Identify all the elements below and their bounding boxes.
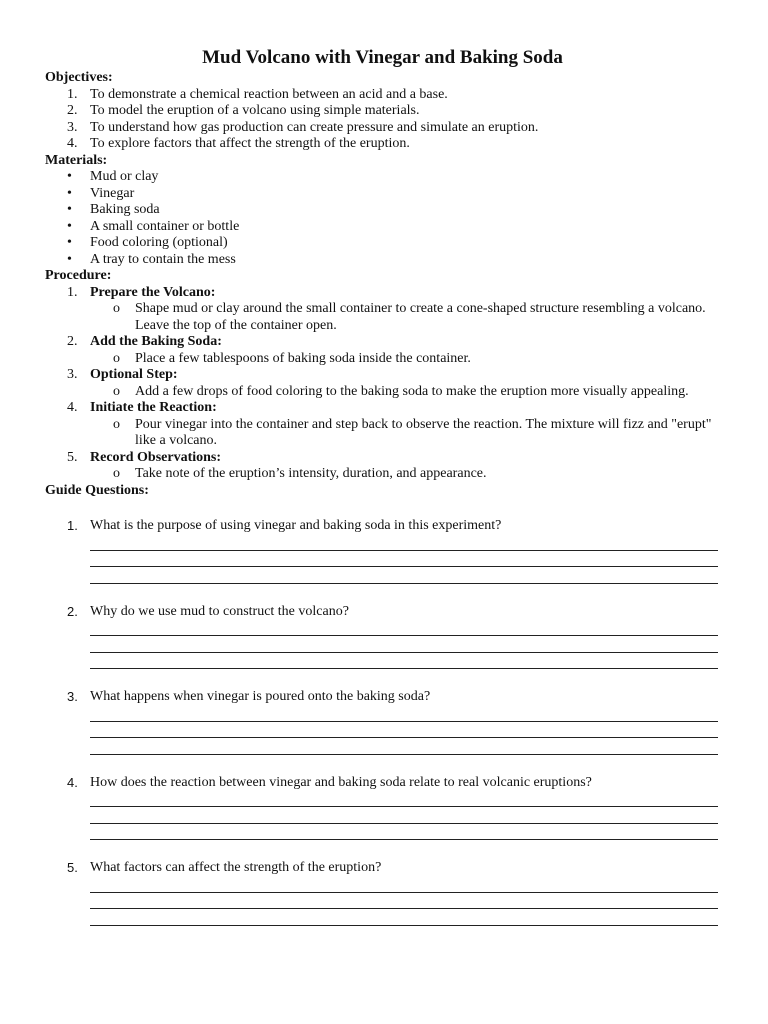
material-item: [45, 186, 720, 203]
step-detail: [45, 384, 720, 401]
question-row: [45, 775, 720, 791]
objective-text: To explore factors that affect the strength of the eruption.: [90, 136, 410, 151]
answer-line[interactable]: [90, 534, 718, 551]
question-row: [45, 689, 720, 705]
material-item: [45, 202, 720, 219]
step-detail: [45, 351, 720, 368]
procedure-step: [45, 285, 720, 335]
guide-questions-section: [45, 483, 720, 926]
step-detail-line: Pour vinegar into the container and step back to observe the reaction. The mixture will fizz and "erupt": [135, 416, 712, 432]
materials-list: [45, 169, 720, 268]
objectives-heading: Objectives:: [45, 70, 113, 85]
step-number: 4.: [67, 400, 78, 415]
question-text: What factors can affect the strength of the eruption?: [90, 860, 382, 875]
question-number: 5.: [67, 860, 78, 875]
sub-bullet-icon: o: [113, 383, 120, 399]
item-number: 1.: [67, 86, 78, 102]
objective-item: [45, 103, 720, 120]
objectives-list: [45, 87, 720, 153]
sub-bullet-icon: o: [113, 350, 120, 366]
step-detail: [45, 301, 720, 334]
answer-line[interactable]: [90, 738, 718, 755]
material-text: Food coloring (optional): [90, 235, 228, 250]
procedure-step: [45, 450, 720, 483]
step-title: Initiate the Reaction:: [90, 400, 217, 415]
guide-question: [45, 860, 720, 926]
question-text: How does the reaction between vinegar and baking soda relate to real volcanic eruptions?: [90, 774, 592, 790]
bullet-icon: •: [67, 218, 72, 234]
objective-item: [45, 120, 720, 137]
questions-list: [45, 518, 720, 926]
item-number: 4.: [67, 136, 78, 151]
step-title-row: [45, 334, 720, 351]
material-text: A tray to contain the mess: [90, 251, 236, 267]
objective-item: [45, 136, 720, 153]
step-title: Add the Baking Soda:: [90, 334, 222, 349]
bullet-icon: •: [67, 185, 72, 201]
answer-line[interactable]: [90, 824, 718, 841]
objective-text: To understand how gas production can create pressure and simulate an eruption.: [90, 119, 539, 135]
procedure-step: [45, 367, 720, 400]
step-title-row: [45, 450, 720, 467]
question-row: [45, 860, 720, 876]
step-number: 5.: [67, 449, 78, 465]
page-title: Mud Volcano with Vinegar and Baking Soda: [202, 47, 563, 68]
sub-bullet-icon: o: [113, 416, 120, 432]
step-title-row: [45, 400, 720, 417]
step-detail: [45, 417, 720, 450]
question-number: 1.: [67, 518, 78, 533]
procedure-heading: Procedure:: [45, 268, 112, 283]
step-detail-line: like a volcano.: [135, 433, 218, 448]
item-number: 3.: [67, 119, 78, 135]
procedure-step: [45, 400, 720, 450]
answer-line[interactable]: [90, 876, 718, 893]
item-number: 2.: [67, 103, 78, 118]
step-title: Optional Step:: [90, 367, 178, 382]
answer-line[interactable]: [90, 807, 718, 824]
material-item: [45, 169, 720, 186]
step-detail-line: Take note of the eruption’s intensity, duration, and appearance.: [135, 466, 487, 481]
objective-item: [45, 87, 720, 104]
answer-line[interactable]: [90, 620, 718, 637]
guide-question: [45, 689, 720, 755]
bullet-icon: •: [67, 235, 72, 250]
bullet-icon: •: [67, 251, 72, 267]
step-number: 2.: [67, 334, 78, 349]
bullet-icon: •: [67, 169, 72, 184]
step-detail: [45, 466, 720, 483]
procedure-section: [45, 268, 720, 483]
answer-line[interactable]: [90, 551, 718, 568]
material-text: Mud or clay: [90, 169, 159, 184]
step-detail-line: Add a few drops of food coloring to the baking soda to make the eruption more visually appealing.: [135, 383, 689, 399]
material-text: Vinegar: [90, 185, 135, 201]
step-detail-line: Place a few tablespoons of baking soda inside the container.: [135, 350, 471, 366]
answer-line[interactable]: [90, 893, 718, 910]
step-title: Prepare the Volcano:: [90, 284, 216, 300]
guide-question: [45, 775, 720, 841]
step-detail-line: Leave the top of the container open.: [135, 317, 337, 333]
objectives-section: [45, 70, 720, 153]
material-item: [45, 252, 720, 269]
question-row: [45, 518, 720, 534]
answer-line[interactable]: [90, 567, 718, 584]
guide-questions-heading: Guide Questions:: [45, 482, 149, 498]
step-number: 3.: [67, 367, 78, 382]
objective-text: To model the eruption of a volcano using simple materials.: [90, 103, 420, 118]
sub-bullet-icon: o: [113, 301, 120, 316]
question-text: Why do we use mud to construct the volcano?: [90, 603, 349, 619]
step-title: Record Observations:: [90, 449, 222, 465]
question-number: 4.: [67, 774, 78, 790]
answer-line[interactable]: [90, 722, 718, 739]
materials-heading: Materials:: [45, 152, 108, 168]
answer-line[interactable]: [90, 909, 718, 926]
question-text: What happens when vinegar is poured onto the baking soda?: [90, 689, 431, 704]
step-number: 1.: [67, 284, 78, 300]
guide-question: [45, 604, 720, 670]
material-text: A small container or bottle: [90, 218, 240, 234]
step-title-row: [45, 285, 720, 302]
bullet-icon: •: [67, 202, 72, 217]
answer-line[interactable]: [90, 653, 718, 670]
material-item: [45, 219, 720, 236]
material-text: Baking soda: [90, 202, 160, 217]
procedure-step: [45, 334, 720, 367]
question-number: 3.: [67, 689, 78, 704]
procedure-list: [45, 285, 720, 483]
step-title-row: [45, 367, 720, 384]
question-row: [45, 604, 720, 620]
sub-bullet-icon: o: [113, 466, 120, 481]
material-item: [45, 235, 720, 252]
question-number: 2.: [67, 603, 78, 619]
answer-line[interactable]: [90, 791, 718, 808]
answer-line[interactable]: [90, 636, 718, 653]
objective-text: To demonstrate a chemical reaction between an acid and a base.: [90, 86, 448, 102]
guide-question: [45, 518, 720, 584]
step-detail-line: Shape mud or clay around the small container to create a cone-shaped structure resembling a volcano.: [135, 301, 706, 316]
answer-line[interactable]: [90, 705, 718, 722]
materials-section: [45, 153, 720, 269]
question-text: What is the purpose of using vinegar and baking soda in this experiment?: [90, 518, 502, 533]
